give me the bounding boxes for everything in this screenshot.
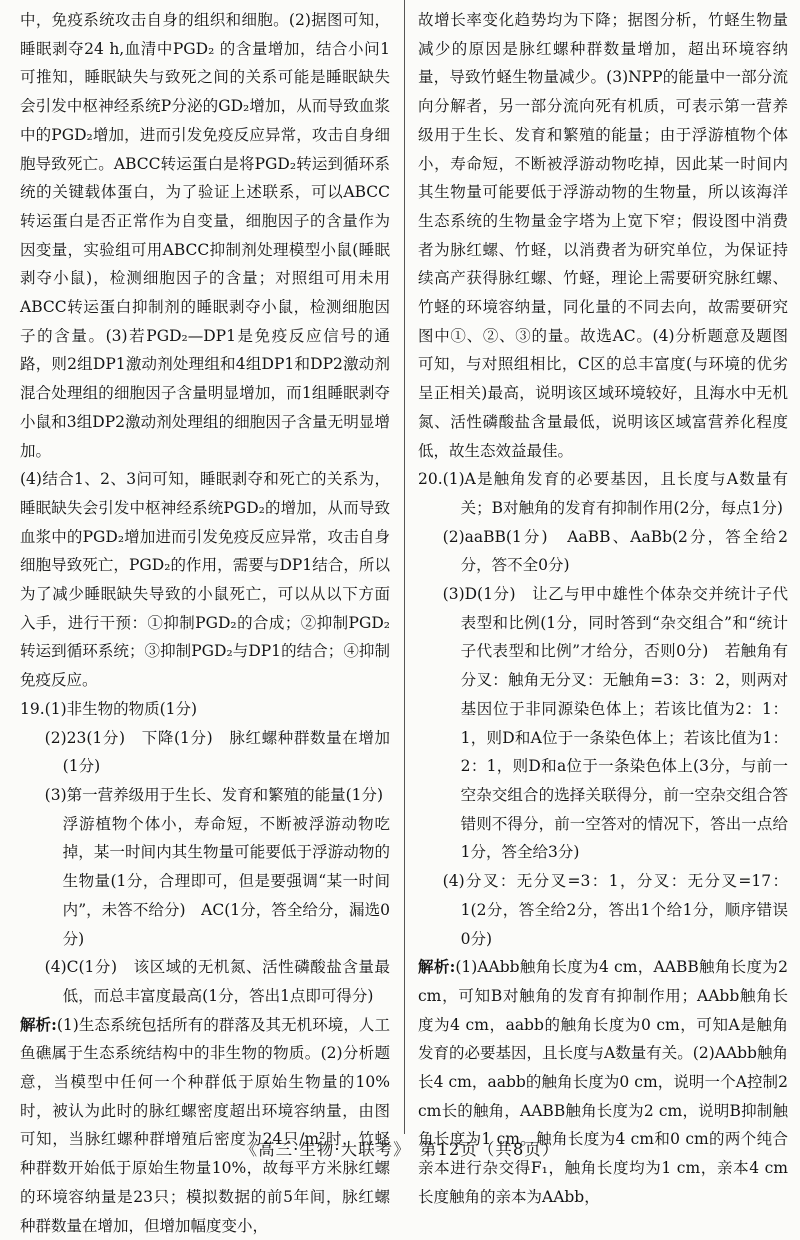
left-para-1: 中，免疫系统攻击自身的组织和细胞。(2)据图可知，睡眠剥夺24 h,血清中PGD₂ 的含量增加，结合小问1可推知，睡眠缺失与致死之间的关系可能是睡眠缺失会引发中枢神经系统P分泌的GD₂增加，从而导致血浆中的PGD₂增加，进而引发免疫反应异常，攻击自身细胞导致死亡。ABCC转运蛋白是将PGD₂转运到循环系统的关键载体蛋白，为了验证上述联系，可以ABCC转运蛋白是否正常作为自变量，细胞因子的含量作为因变量，实验组可用ABCC抑制剂处理模型小鼠(睡眠剥夺小鼠)，检测细胞因子的含量；对照组可用未用ABCC转运蛋白抑制剂的睡眠剥夺小鼠，检测细胞因子的含量。(3)若PGD₂—DP1是免疫反应信号的通路，则2组DP1激动剂处理组和4组DP1和DP2激动剂混合处理组的细胞因子含量明显增加，而1组睡眠剥夺小鼠和3组DP2激动剂处理组的细胞因子含量无明显增加。 (20, 11, 390, 460)
page-footer: 《高三·生物·大联考》 第12页（共8页） (240, 1140, 560, 1159)
q19-part-1: (1)非生物的物质(1分) (44, 699, 198, 718)
q20-part-2: (2)aaBB(1分) AaBB、AaBb(2分，答全给2分，答不全0分) (442, 527, 788, 575)
q20-analysis (418, 953, 788, 1211)
analysis-label: 解析: (418, 957, 456, 977)
q20-part-3: (3)D(1分) 让乙与甲中雄性个体杂交并统计子代表型和比例(1分，同时答到“杂交组合”和“统计子代表型和比例”才给分，否则0分) 若触角有分叉：触角无分叉：无触角=3：3：2，则两对基因位于非同源染色体上；若该比值为2：1：1，则D和A位于一条染色体上；若该比值为1：2：1，则D和a位于一条染色体上(3分，与前一空杂交组合的选择关联得分，前一空杂交组合答错则不得分，前一空答对的情况下，答出一点给1分，答全给3分) (442, 585, 788, 862)
q20-part-1: (1)A是触角发育的必要基因，且长度与A数量有关；B对触角的发育有抑制作用(2分，每点1分) (442, 470, 788, 517)
q19-part-3-continued: 浮游植物个体小，寿命短，不断被浮游动物吃掉，某一时间内其生物量可能要低于浮游动物的生物量(1分，合理即可，但是要强调“某一时间内”，未答不给分) AC(1分，答全给分，漏选0分) (62, 814, 390, 948)
left-column (20, 6, 390, 1240)
question-19 (20, 695, 390, 1011)
right-para-1: 故增长率变化趋势均为下降；据图分析，竹蛏生物量减少的原因是脉红螺种群数量增加，超出环境容纳量，导致竹蛏生物量减少。(3)NPP的能量中一部分流向分解者，另一部分流向死有机质，可表示第一营养级用于生长、发育和繁殖的能量；由于浮游植物个体小，寿命短，不断被浮游动物吃掉，因此某一时间内其生物量可能要低于浮游动物的生物量，所以该海洋生态系统的生物量金字塔为上宽下窄；假设图中消费者为脉红螺、竹蛏，以消费者为研究单位，为保证持续高产获得脉红螺、竹蛏，理论上需要研究脉红螺、竹蛏的环境容纳量，同化量的不同去向，故需要研究图中①、②、③的量。故选AC。(4)分析题意及题图可知，与对照组相比，C区的总丰富度(与环境的优劣呈正相关)最高，说明该区域环境较好，且海水中无机氮、活性磷酸盐含量最低，说明该区域富营养化程度低，故生态效益最佳。 (418, 11, 788, 460)
left-para-2: (4)结合1、2、3问可知，睡眠剥夺和死亡的关系为，睡眠缺失会引发中枢神经系统PGD₂的增加，从而导致血浆中的PGD₂增加进而引发免疫反应异常，攻击自身细胞导致死亡，PGD₂的作用，需要与DP1结合，所以为了减少睡眠缺失导致的小鼠死亡，可以从以下方面入手，进行干预：①抑制PGD₂的合成；②抑制PGD₂转运到循环系统；③抑制PGD₂与DP1的结合；④抑制免疫反应。 (20, 470, 390, 690)
analysis-text: (1)AAbb触角长度为4 cm，AABB触角长度为2 cm，可知B对触角的发育有抑制作用；AAbb触角长度为4 cm，aabb的触角长度为0 cm，可知A是触角发育的必要基因，且长度与A数量有关。(2)AAbb触角长4 cm，aabb的触角长度为0 cm，说明一个A控制2 cm长的触角，AABB触角长度为2 cm，说明B抑制触角长度为1 cm。触角长度为4 cm和0 cm的两个纯合亲本进行杂交得F₁，触角长度均为1 cm，亲本4 cm长度触角的亲本为AAbb， (418, 958, 788, 1206)
q19-part-2: (2)23(1分) 下降(1分) 脉红螺种群数量在增加(1分) (44, 728, 390, 776)
q19-part-3: (3)第一营养级用于生长、发育和繁殖的能量(1分) (44, 785, 384, 804)
question-19-answers (45, 695, 390, 1011)
column-divider (404, 0, 405, 1134)
right-column (418, 6, 788, 1212)
q19-part-4: (4)C(1分) 该区域的无机氮、活性磷酸盐含量最低，而总丰富度最高(1分，答出1点即可得分) (44, 958, 390, 1005)
question-20-answers (443, 465, 788, 953)
question-19-number: 19. (20, 699, 45, 718)
q19-analysis (20, 1011, 390, 1240)
question-20 (418, 465, 788, 953)
analysis-text: (1)生态系统包括所有的群落及其无机环境，人工鱼礁属于生态系统结构中的非生物的物质。(2)分析题意，当模型中任何一个种群低于原始生物量的10%时，被认为此时的脉红螺密度超出环境容纳量，由图可知，当脉红螺种群增殖后密度为24只/m²时，竹蛏种群数开始低于原始生物量10%，故每平方米脉红螺的环境容纳量是23只；模拟数据的前5年间，脉红螺种群数量在增加，但增加幅度变小， (20, 1015, 390, 1235)
question-20-number: 20. (418, 470, 443, 489)
q20-part-4: (4)分叉：无分叉=3：1，分叉：无分叉=17：1(2分，答全给2分，答出1个给1分，顺序错误0分) (442, 872, 788, 948)
analysis-label: 解析: (20, 1014, 57, 1034)
